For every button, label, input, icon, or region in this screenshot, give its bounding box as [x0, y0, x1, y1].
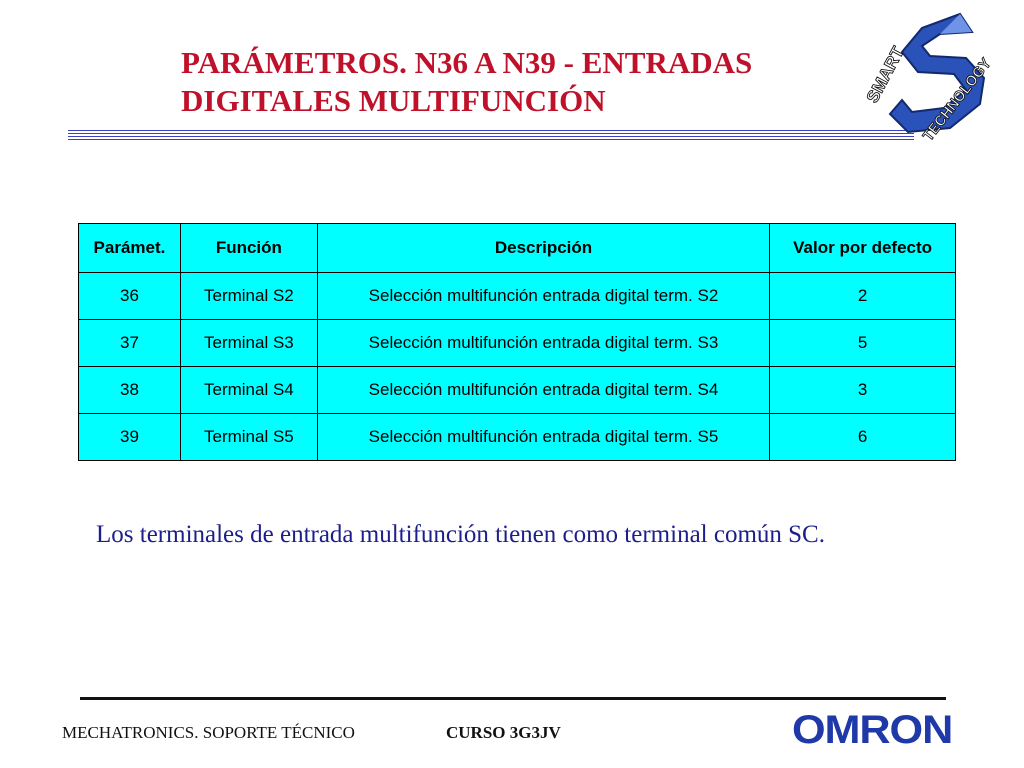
cell-valor: 5 [770, 320, 956, 367]
cell-descripcion: Selección multifunción entrada digital term. S4 [317, 367, 769, 414]
cell-funcion: Terminal S5 [180, 414, 317, 461]
cell-parametro: 39 [79, 414, 181, 461]
common-terminal-note: Los terminales de entrada multifunción tienen como terminal común SC. [96, 521, 825, 548]
footer-department: MECHATRONICS. SOPORTE TÉCNICO [62, 723, 355, 742]
slide-title [181, 44, 861, 120]
header-descripcion: Descripción [317, 224, 769, 273]
cell-descripcion: Selección multifunción entrada digital term. S5 [317, 414, 769, 461]
cell-valor: 3 [770, 367, 956, 414]
header-funcion: Función [180, 224, 317, 273]
slide-title-line-1: PARÁMETROS. N36 A N39 - ENTRADAS [181, 45, 753, 80]
header-parametro: Parámet. [79, 224, 181, 273]
cell-parametro: 36 [79, 273, 181, 320]
cell-descripcion: Selección multifunción entrada digital term. S2 [317, 273, 769, 320]
title-underline [68, 130, 914, 142]
parameters-table [78, 223, 956, 461]
footer-course: CURSO 3G3JV [446, 723, 561, 742]
cell-valor: 2 [770, 273, 956, 320]
cell-funcion: Terminal S2 [180, 273, 317, 320]
cell-parametro: 38 [79, 367, 181, 414]
omron-logo: OMRON [792, 708, 953, 752]
cell-funcion: Terminal S3 [180, 320, 317, 367]
table-row [79, 273, 956, 320]
table-row [79, 414, 956, 461]
table-header-row [79, 224, 956, 273]
cell-descripcion: Selección multifunción entrada digital term. S3 [317, 320, 769, 367]
footer-divider [80, 697, 946, 700]
logo-technology-text: TECHNOLOGY [919, 50, 999, 145]
table-row [79, 320, 956, 367]
smart-technology-logo [862, 8, 1008, 146]
logo-smart-text: SMART [862, 43, 908, 106]
header-valor-por-defecto: Valor por defecto [770, 224, 956, 273]
table-row [79, 367, 956, 414]
cell-valor: 6 [770, 414, 956, 461]
cell-parametro: 37 [79, 320, 181, 367]
slide-title-line-2: DIGITALES MULTIFUNCIÓN [181, 83, 606, 118]
cell-funcion: Terminal S4 [180, 367, 317, 414]
